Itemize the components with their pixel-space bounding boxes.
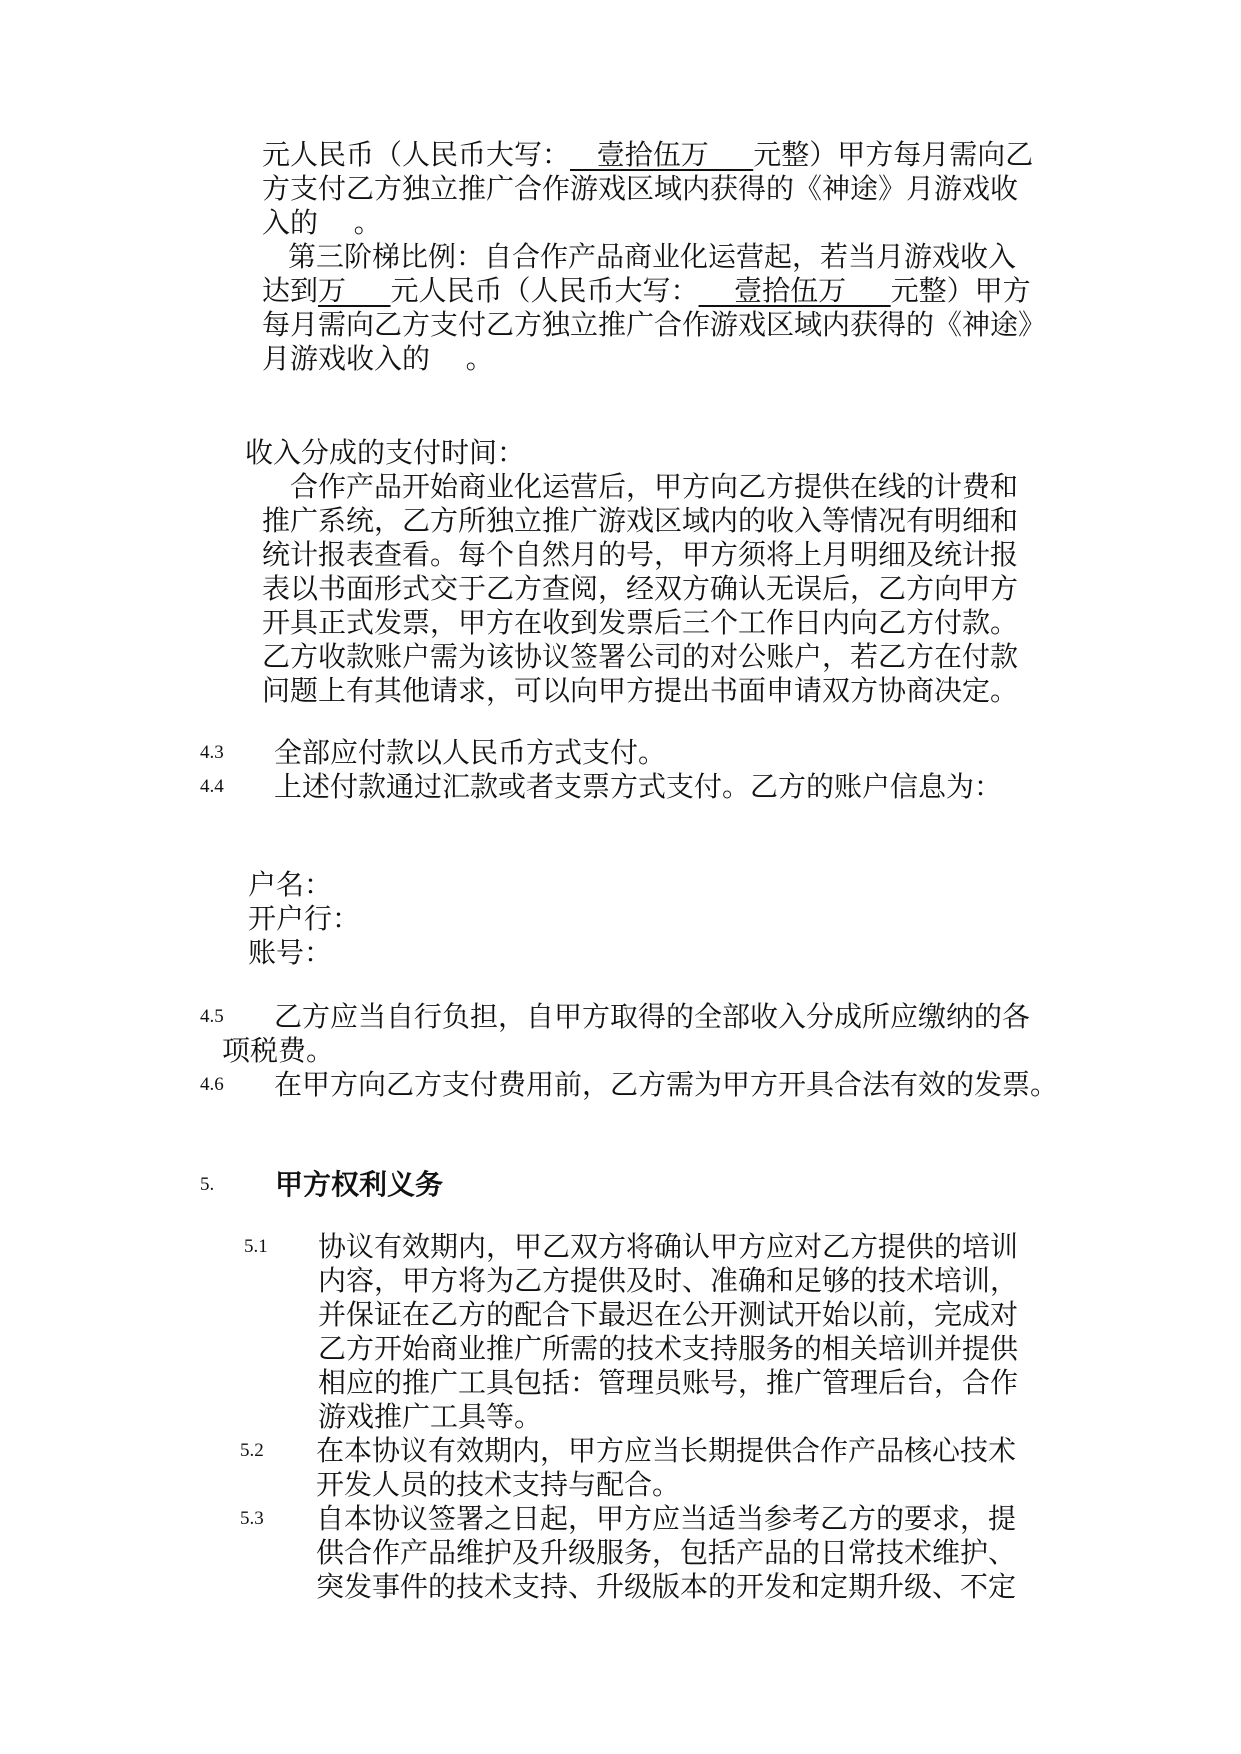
clause-line: 游戏推广工具等。 [318, 1400, 543, 1433]
tier3-line-1: 第三阶梯比例：自合作产品商业化运营起，若当月游戏收入 [288, 240, 1017, 273]
clause-number: 5.2 [240, 1440, 264, 1461]
section-title: 甲方权利义务 [275, 1168, 444, 1201]
account-number-label: 账号： [248, 936, 333, 969]
clause-text: 上述付款通过汇款或者支票方式支付。乙方的账户信息为： [274, 770, 1003, 803]
tier3-line-3: 每月需向乙方支付乙方独立推广合作游戏区域内获得的《神途》 [262, 308, 1047, 341]
tier2-amount-blank: 壹拾伍万 [570, 138, 754, 171]
tier3-text-a: 达到 [262, 274, 319, 307]
payment-time-line-3: 统计报表查看。每个自然月的号，甲方须将上月明细及统计报 [262, 538, 1019, 571]
tier2-line-3: 入的 。 [262, 206, 382, 239]
clause-number: 4.3 [200, 742, 224, 763]
payment-time-line-1: 合作产品开始商业化运营后，甲方向乙方提供在线的计费和 [290, 470, 1019, 503]
payment-time-title: 收入分成的支付时间： [245, 436, 526, 469]
clause-line: 自本协议签署之日起，甲方应当适当参考乙方的要求，提 [316, 1502, 1017, 1535]
clause-number: 5.1 [244, 1236, 268, 1257]
clause-line: 相应的推广工具包括：管理员账号，推广管理后台，合作 [318, 1366, 1019, 1399]
section-number: 5. [200, 1174, 215, 1195]
clause-text-continued: 项税费。 [222, 1034, 335, 1067]
account-bank-label: 开户行： [248, 902, 361, 935]
tier3-text-c: 元整）甲方 [890, 274, 1031, 307]
tier3-line-2 [262, 274, 1031, 308]
payment-time-line-7: 问题上有其他请求，可以向甲方提出书面申请双方协商决定。 [262, 674, 1019, 707]
clause-text: 乙方应当自行负担，自甲方取得的全部收入分成所应缴纳的各 [274, 1000, 1031, 1033]
payment-time-line-5: 开具正式发票，甲方在收到发票后三个工作日内向乙方付款。 [262, 606, 1019, 639]
tier2-line-2: 方支付乙方独立推广合作游戏区域内获得的《神途》月游戏收 [262, 172, 1019, 205]
clause-line: 内容，甲方将为乙方提供及时、准确和足够的技术培训， [318, 1264, 1019, 1297]
clause-line: 协议有效期内，甲乙双方将确认甲方应对乙方提供的培训 [318, 1230, 1019, 1263]
tier3-wan-blank: 万 [318, 274, 391, 307]
tier3-amount-blank: 壹拾伍万 [698, 274, 891, 307]
tier2-line-1 [262, 138, 1033, 172]
clause-line: 突发事件的技术支持、升级版本的开发和定期升级、不定 [316, 1570, 1017, 1603]
clause-line: 供合作产品维护及升级服务，包括产品的日常技术维护、 [316, 1536, 1017, 1569]
payment-time-line-2: 推广系统，乙方所独立推广游戏区域内的收入等情况有明细和 [262, 504, 1019, 537]
clause-number: 4.5 [200, 1006, 224, 1027]
tier3-line-4: 月游戏收入的 。 [262, 342, 494, 375]
tier2-text-a: 元人民币（人民币大写： [262, 138, 571, 171]
clause-line: 开发人员的技术支持与配合。 [316, 1468, 681, 1501]
clause-text: 全部应付款以人民币方式支付。 [274, 736, 667, 769]
clause-line: 在本协议有效期内，甲方应当长期提供合作产品核心技术 [316, 1434, 1017, 1467]
clause-number: 4.4 [200, 776, 224, 797]
payment-time-line-4: 表以书面形式交于乙方查阅，经双方确认无误后，乙方向甲方 [262, 572, 1019, 605]
clause-number: 4.6 [200, 1074, 224, 1095]
account-name-label: 户名： [248, 868, 333, 901]
clause-text: 在甲方向乙方支付费用前，乙方需为甲方开具合法有效的发票。 [274, 1068, 1059, 1101]
tier3-text-b: 元人民币（人民币大写： [390, 274, 699, 307]
clause-line: 并保证在乙方的配合下最迟在公开测试开始以前，完成对 [318, 1298, 1019, 1331]
clause-number: 5.3 [240, 1508, 264, 1529]
payment-time-line-6: 乙方收款账户需为该协议签署公司的对公账户，若乙方在付款 [262, 640, 1019, 673]
clause-line: 乙方开始商业推广所需的技术支持服务的相关培训并提供 [318, 1332, 1019, 1365]
tier2-text-b: 元整）甲方每月需向乙 [753, 138, 1034, 171]
